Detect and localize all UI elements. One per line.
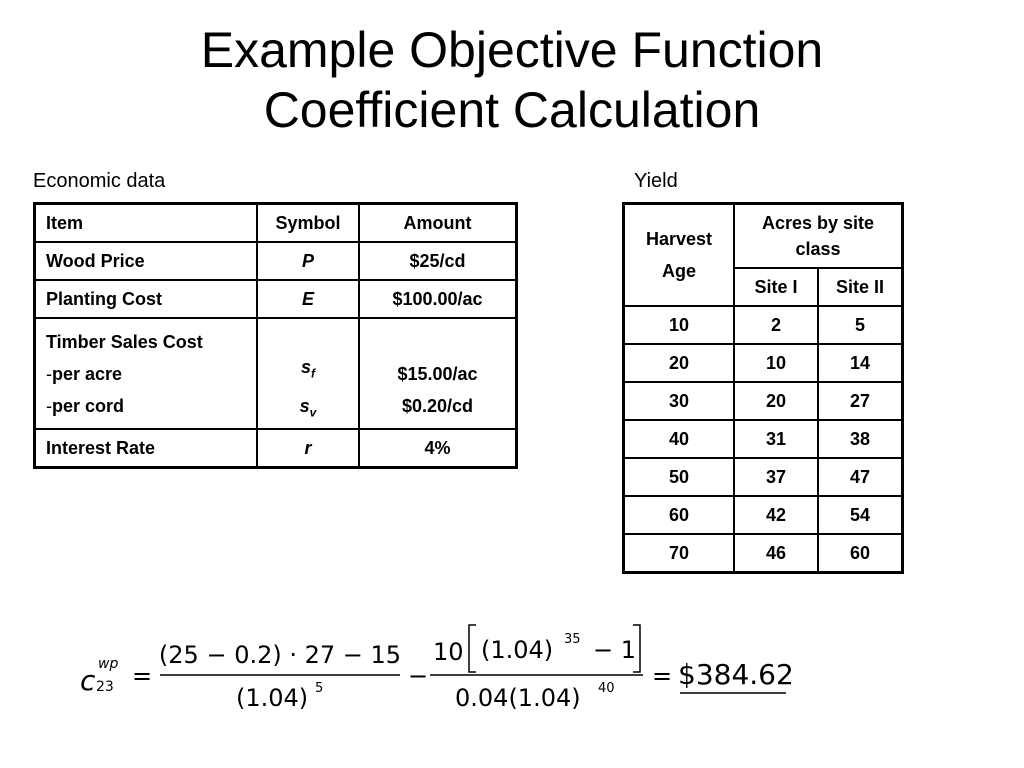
formula-equals-2: =	[652, 662, 673, 690]
fraction2-coefficient: 10	[433, 638, 464, 666]
cell-site-1: 10	[734, 344, 818, 382]
title-line-1: Example Objective Function	[200, 22, 824, 78]
fraction2-denominator-exponent: 40	[598, 681, 615, 696]
table-row	[624, 496, 903, 534]
header-site-2: Site II	[818, 268, 903, 306]
symbol-sf: $s_f$	[300, 357, 315, 381]
left-bracket	[469, 625, 476, 672]
header-amount: Amount	[359, 204, 517, 243]
amount-per-cord: $0.20/cd	[401, 395, 474, 416]
economic-data-table	[33, 202, 518, 469]
cell-item	[35, 318, 258, 429]
formula-variable: c	[80, 664, 96, 697]
cell-amount: 4%	[359, 429, 517, 468]
header-symbol: Symbol	[257, 204, 359, 243]
title-line-2: Coefficient Calculation	[263, 82, 761, 138]
cell-age: 60	[624, 496, 735, 534]
amount-per-acre: $15.00/ac	[397, 363, 478, 384]
table-row	[35, 429, 517, 468]
cell-amount	[359, 318, 517, 429]
cell-site-1: 37	[734, 458, 818, 496]
table-row	[624, 344, 903, 382]
cell-item: Interest Rate	[35, 429, 258, 468]
table-row	[624, 306, 903, 344]
cell-site-1: 31	[734, 420, 818, 458]
cell-age: 30	[624, 382, 735, 420]
cell-site-2: 47	[818, 458, 903, 496]
cell-age: 40	[624, 420, 735, 458]
slide-title	[0, 20, 1024, 140]
cell-item: Wood Price	[35, 242, 258, 280]
cell-amount: $100.00/ac	[359, 280, 517, 318]
header-item: Item	[35, 204, 258, 243]
table-row	[624, 420, 903, 458]
cell-item: Planting Cost	[35, 280, 258, 318]
cell-symbol: r	[257, 429, 359, 468]
cell-site-2: 38	[818, 420, 903, 458]
header-acres-by-site-class: Acres by site class	[734, 204, 903, 269]
header-harvest-age: Harvest Age	[624, 204, 735, 307]
formula-result: $384.62	[678, 658, 794, 691]
fraction1-denominator-exponent: 5	[315, 681, 324, 696]
table-row	[624, 458, 903, 496]
cell-site-2: 60	[818, 534, 903, 573]
cell-age: 50	[624, 458, 735, 496]
table-row	[624, 534, 903, 573]
table-header-row	[35, 204, 517, 243]
economic-caption: Economic data	[33, 170, 166, 192]
per-cord-label: -per cord	[46, 395, 125, 416]
cell-site-1: 20	[734, 382, 818, 420]
cell-site-2: 5	[818, 306, 903, 344]
cell-symbol	[257, 318, 359, 429]
table-row	[35, 242, 517, 280]
fraction1-numerator: (25 − 0.2) · 27 − 15	[158, 641, 402, 669]
table-row	[35, 318, 517, 429]
formula-subscript: 23	[96, 679, 114, 695]
per-acre-label: -per acre	[46, 363, 123, 384]
cell-site-1: 2	[734, 306, 818, 344]
fraction2-denominator: 0.04(1.04)	[455, 684, 581, 712]
cell-site-1: 46	[734, 534, 818, 573]
cell-symbol: P	[257, 242, 359, 280]
cell-amount: $25/cd	[359, 242, 517, 280]
table-row	[35, 280, 517, 318]
cell-site-1: 42	[734, 496, 818, 534]
fraction2-tail: − 1	[593, 636, 637, 664]
cell-site-2: 54	[818, 496, 903, 534]
cell-age: 20	[624, 344, 735, 382]
fraction2-exponent: 35	[564, 632, 581, 647]
cell-site-2: 14	[818, 344, 903, 382]
cell-age: 10	[624, 306, 735, 344]
cell-age: 70	[624, 534, 735, 573]
fraction1-denominator: (1.04)	[236, 684, 309, 712]
fraction2-base: (1.04)	[481, 636, 554, 664]
table-row	[624, 382, 903, 420]
formula-minus: −	[408, 662, 429, 690]
cell-symbol: E	[257, 280, 359, 318]
yield-caption: Yield	[634, 170, 678, 192]
table-header-row	[624, 204, 903, 269]
yield-table	[622, 202, 904, 574]
formula-superscript: wp	[98, 656, 119, 672]
header-site-1: Site I	[734, 268, 818, 306]
timber-sales-label: Timber Sales Cost	[46, 331, 203, 352]
coefficient-formula	[0, 600, 1024, 740]
formula-equals: =	[132, 662, 153, 690]
symbol-sv: $s_v$	[299, 395, 317, 420]
cell-site-2: 27	[818, 382, 903, 420]
